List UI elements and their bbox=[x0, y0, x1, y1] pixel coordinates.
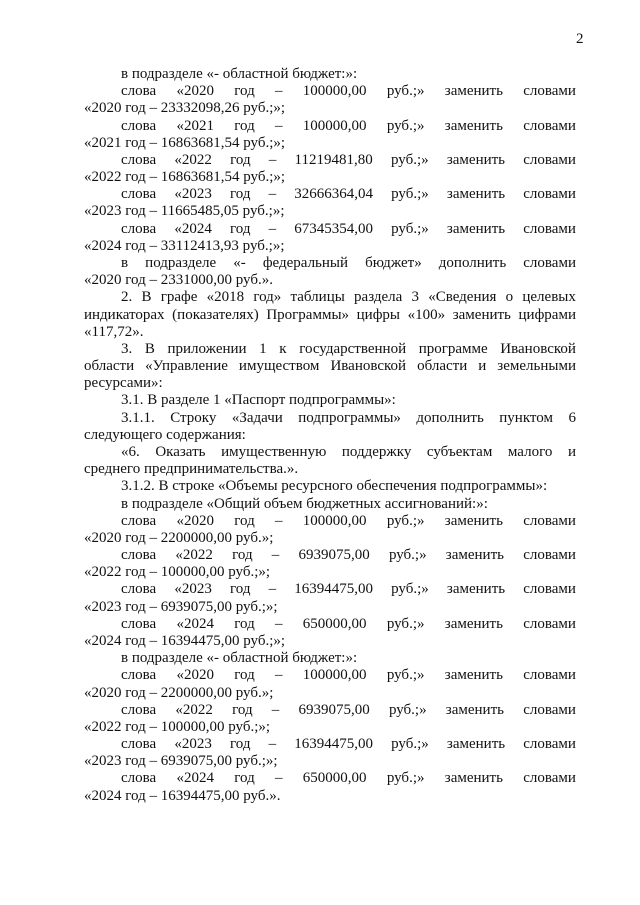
text-line: «2020 год – 2331000,00 руб.». bbox=[84, 272, 273, 289]
text-line: «2021 год – 16863681,54 руб.;»; bbox=[84, 134, 286, 151]
word: слова bbox=[121, 701, 157, 718]
word: год bbox=[234, 512, 255, 529]
word: в bbox=[121, 255, 129, 271]
word: – bbox=[275, 770, 283, 787]
word: 100000,00 bbox=[302, 512, 367, 529]
text-line: «2024 год – 16394475,00 руб.;»; bbox=[84, 632, 286, 649]
word: пунктом bbox=[499, 409, 553, 426]
word: словами bbox=[523, 151, 576, 168]
word: «Управление bbox=[145, 358, 228, 375]
text-line: «2023 год – 6939075,00 руб.;»; bbox=[84, 753, 278, 770]
word: заменить bbox=[444, 117, 503, 134]
word: – bbox=[271, 547, 280, 563]
text-line: в подразделе «- областной бюджет:»: bbox=[121, 66, 358, 82]
word: (показателях) bbox=[172, 306, 259, 323]
word: 3 bbox=[411, 289, 419, 306]
word: поддержку bbox=[341, 444, 412, 460]
word: «2024 bbox=[176, 615, 214, 632]
word: 3.1.1. bbox=[121, 409, 155, 426]
text-line: среднего предпринимательства.». bbox=[84, 461, 299, 478]
word: руб.;» bbox=[386, 512, 425, 529]
word: малого bbox=[507, 444, 553, 460]
word: о bbox=[505, 289, 514, 306]
word: год bbox=[230, 151, 251, 168]
word: «2021 bbox=[176, 117, 214, 134]
word: словами bbox=[523, 117, 576, 134]
word: 1 bbox=[259, 340, 267, 357]
text-line: 3.1.2. В строке «Объемы ресурсного обеспечения подпрограммы»: bbox=[121, 478, 548, 495]
word: бюджет» bbox=[365, 255, 422, 271]
word: – bbox=[268, 581, 277, 598]
word: государственной bbox=[299, 340, 407, 357]
word: приложении bbox=[167, 340, 247, 357]
word: «2020 bbox=[176, 83, 214, 100]
word: заменить bbox=[446, 186, 506, 203]
word: 2. bbox=[121, 289, 133, 306]
word: год bbox=[229, 186, 251, 203]
word: слова bbox=[121, 83, 157, 100]
word: В bbox=[144, 340, 155, 357]
word: раздела bbox=[354, 289, 403, 306]
word: земельными bbox=[497, 358, 576, 375]
word: словами bbox=[523, 186, 576, 203]
text-line: «2020 год – 2200000,00 руб.»; bbox=[84, 529, 274, 546]
word: 16394475,00 bbox=[294, 581, 373, 598]
word: слова bbox=[121, 512, 157, 529]
word: «2018 bbox=[206, 289, 245, 306]
word: «2024 bbox=[174, 220, 212, 237]
word: «2022 bbox=[174, 151, 212, 168]
text-line: «2024 год – 33112413,93 руб.;»; bbox=[84, 237, 285, 254]
text-line: «2022 год – 100000,00 руб.;»; bbox=[84, 564, 271, 581]
word: «Задачи bbox=[231, 409, 283, 426]
word: имущественную bbox=[221, 444, 327, 460]
word: федеральный bbox=[262, 255, 349, 271]
word: «Сведения bbox=[428, 289, 497, 306]
word: слова bbox=[121, 615, 157, 632]
word: заменить bbox=[446, 220, 506, 237]
word: – bbox=[271, 701, 280, 718]
word: «2020 bbox=[176, 667, 214, 684]
text-line: ресурсами»: bbox=[84, 375, 163, 392]
text-line: «2022 год – 100000,00 руб.;»; bbox=[84, 718, 271, 735]
word: слова bbox=[121, 547, 157, 563]
word: – bbox=[275, 512, 283, 529]
word: – bbox=[268, 736, 277, 752]
word: слова bbox=[121, 667, 157, 684]
word: руб.;» bbox=[388, 547, 427, 563]
text-line: «117,72». bbox=[84, 323, 144, 340]
word: 650000,00 bbox=[302, 615, 367, 632]
word: субъектам bbox=[426, 444, 493, 460]
word: Программы» bbox=[266, 306, 350, 323]
word: словами bbox=[523, 736, 576, 752]
word: дополнить bbox=[438, 255, 507, 271]
word: области bbox=[417, 358, 468, 375]
word: год bbox=[232, 547, 253, 563]
word: год bbox=[234, 667, 255, 684]
word: год» bbox=[253, 289, 282, 306]
word: к bbox=[279, 340, 287, 357]
word: 16394475,00 bbox=[294, 736, 373, 752]
word: цифры bbox=[356, 306, 400, 323]
word: «2022 bbox=[175, 701, 213, 718]
word: – bbox=[268, 220, 277, 237]
word: руб.;» bbox=[391, 220, 429, 237]
word: словами bbox=[523, 220, 576, 237]
word: 100000,00 bbox=[302, 117, 367, 134]
word: слова bbox=[121, 117, 157, 134]
word: – bbox=[275, 615, 283, 632]
word: слова bbox=[121, 151, 157, 168]
word: – bbox=[275, 667, 283, 684]
word: В bbox=[141, 289, 152, 306]
word: 67345354,00 bbox=[294, 220, 373, 237]
text-line: «2023 год – 11665485,05 руб.;»; bbox=[84, 203, 285, 220]
word: «- bbox=[233, 255, 246, 271]
word: руб.;» bbox=[391, 186, 429, 203]
word: год bbox=[232, 701, 253, 718]
word: словами bbox=[523, 581, 576, 598]
word: 6 bbox=[568, 409, 576, 426]
word: целевых bbox=[522, 289, 576, 306]
word: 100000,00 bbox=[302, 83, 367, 100]
word: и bbox=[478, 358, 487, 375]
word: индикаторах bbox=[84, 306, 165, 323]
word: «6. bbox=[121, 444, 140, 460]
word: словами bbox=[523, 83, 576, 100]
word: год bbox=[234, 615, 255, 632]
word: 100000,00 bbox=[302, 667, 367, 684]
word: заменить bbox=[446, 151, 506, 168]
word: Строку bbox=[170, 409, 217, 426]
word: дополнить bbox=[416, 409, 484, 426]
word: программе bbox=[418, 340, 488, 357]
word: 6939075,00 bbox=[298, 547, 370, 563]
word: заменить bbox=[452, 306, 511, 323]
word: руб.;» bbox=[391, 736, 429, 752]
word: руб.;» bbox=[390, 151, 429, 168]
word: слова bbox=[121, 770, 157, 787]
word: – bbox=[268, 186, 277, 203]
text-line: в подразделе «- областной бюджет:»: bbox=[121, 650, 358, 667]
word: «2024 bbox=[176, 770, 214, 787]
word: словами bbox=[523, 255, 576, 271]
word: слова bbox=[121, 736, 157, 752]
word: год bbox=[229, 220, 251, 237]
text-line: «2023 год – 6939075,00 руб.;»; bbox=[84, 598, 278, 615]
word: подпрограммы» bbox=[298, 409, 401, 426]
word: 3. bbox=[121, 340, 133, 357]
word: заменить bbox=[444, 83, 503, 100]
word: руб.;» bbox=[386, 83, 425, 100]
word: 6939075,00 bbox=[298, 701, 370, 718]
word: «2023 bbox=[174, 186, 212, 203]
text-line: следующего содержания: bbox=[84, 426, 246, 443]
page-number: 2 bbox=[576, 31, 584, 47]
word: «2023 bbox=[174, 736, 212, 752]
word: «2022 bbox=[175, 547, 213, 563]
word: 32666364,04 bbox=[294, 186, 373, 203]
word: Ивановской bbox=[330, 358, 407, 375]
word: руб.;» bbox=[386, 667, 425, 684]
word: заменить bbox=[444, 667, 503, 684]
word: словами bbox=[523, 701, 576, 718]
word: имуществом bbox=[238, 358, 320, 375]
word: руб.;» bbox=[386, 615, 425, 632]
word: Оказать bbox=[155, 444, 206, 460]
word: заменить bbox=[446, 581, 506, 598]
word: – bbox=[275, 83, 283, 100]
word: заменить bbox=[444, 512, 503, 529]
word: «2023 bbox=[174, 581, 212, 598]
word: руб.;» bbox=[388, 701, 427, 718]
word: год bbox=[229, 581, 251, 598]
word: заменить bbox=[445, 547, 504, 563]
word: графе bbox=[160, 289, 198, 306]
word: подразделе bbox=[145, 255, 217, 271]
text-line: «2020 год – 2200000,00 руб.»; bbox=[84, 684, 274, 701]
text-line: «2022 год – 16863681,54 руб.;»; bbox=[84, 169, 286, 186]
word: слова bbox=[121, 186, 157, 203]
word: заменить bbox=[444, 770, 503, 787]
word: словами bbox=[523, 512, 576, 529]
word: руб.;» bbox=[386, 770, 425, 787]
word: словами bbox=[523, 547, 576, 563]
word: «2020 bbox=[176, 512, 214, 529]
word: цифрами bbox=[518, 306, 576, 323]
word: руб.;» bbox=[386, 117, 425, 134]
text-line: «2020 год – 23332098,26 руб.;»; bbox=[84, 100, 286, 117]
word: и bbox=[567, 444, 576, 460]
word: заменить bbox=[445, 701, 504, 718]
word: год bbox=[234, 117, 255, 134]
word: области bbox=[84, 358, 135, 375]
word: заменить bbox=[444, 615, 503, 632]
word: словами bbox=[523, 615, 576, 632]
word: слова bbox=[121, 581, 157, 598]
word: – bbox=[275, 117, 283, 134]
word: год bbox=[234, 83, 255, 100]
word: год bbox=[234, 770, 255, 787]
word: «100» bbox=[407, 306, 446, 323]
text-line: «2024 год – 16394475,00 руб.». bbox=[84, 787, 281, 804]
word: слова bbox=[121, 220, 157, 237]
word: руб.;» bbox=[391, 581, 429, 598]
word: 650000,00 bbox=[302, 770, 367, 787]
word: 11219481,80 bbox=[294, 151, 373, 168]
text-line: 3.1. В разделе 1 «Паспорт подпрограммы»: bbox=[121, 392, 396, 409]
word: заменить bbox=[446, 736, 506, 752]
word: словами bbox=[523, 667, 576, 684]
word: таблицы bbox=[290, 289, 345, 306]
text-line: в подразделе «Общий объем бюджетных ассигнований:»: bbox=[121, 495, 488, 512]
word: год bbox=[229, 736, 251, 752]
word: – bbox=[268, 151, 277, 168]
word: Ивановской bbox=[500, 340, 576, 357]
word: словами bbox=[523, 770, 576, 787]
